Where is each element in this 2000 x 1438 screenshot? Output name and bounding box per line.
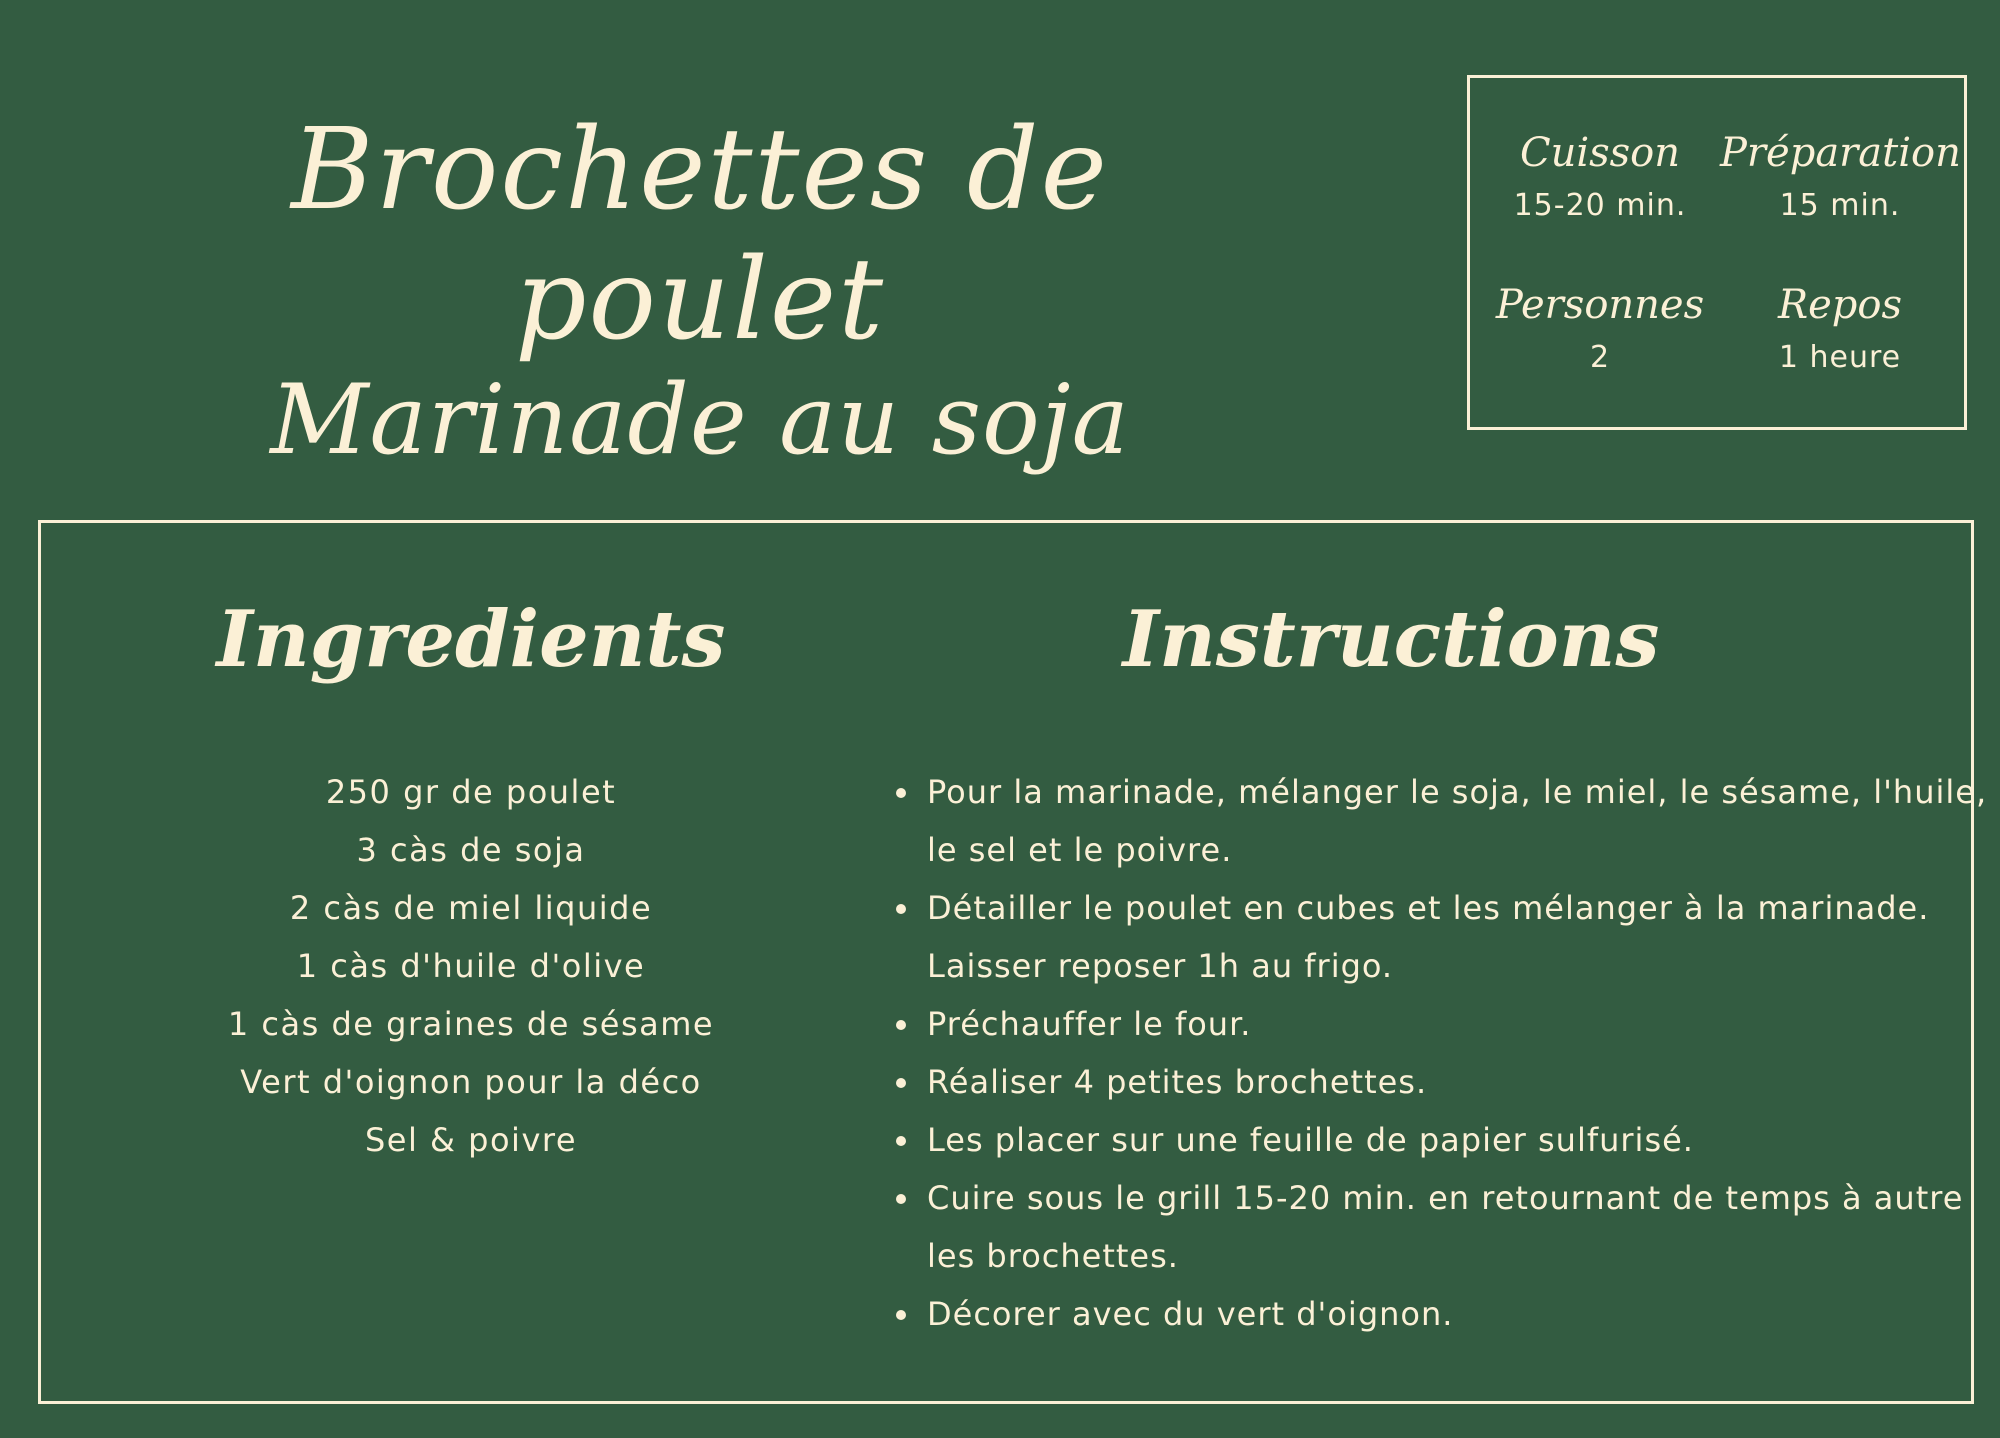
info-cuisson-value: 15-20 min. [1513,188,1687,223]
info-preparation-value: 15 min. [1779,188,1901,223]
instruction-step: • Réaliser 4 petites brochettes. [923,1053,2000,1111]
recipe-title [100,105,1300,475]
recipe-title-main: Brochettes de poulet [291,105,1109,365]
info-cuisson-label: Cuisson [1519,130,1681,176]
ingredient-item: Sel & poivre [364,1121,578,1159]
info-repos-label: Repos [1777,282,1902,328]
instruction-step: • Cuire sous le grill 15-20 min. en retournant de temps à autre les brochettes. [923,1169,2000,1285]
ingredient-item: Vert d'oignon pour la déco [240,1063,702,1101]
ingredients-heading: Ingredients [216,594,726,685]
ingredients-list [121,763,821,1169]
info-repos-value: 1 heure [1778,340,1902,375]
info-cuisson [1480,128,1720,226]
instruction-step: • Détailler le poulet en cubes et les mélanger à la marinade. Laisser reposer 1h au frigo. [923,879,2000,995]
instruction-step: • Les placer sur une feuille de papier sulfurisé. [923,1111,2000,1169]
info-personnes [1480,280,1720,378]
instruction-step: • Décorer avec du vert d'oignon. [923,1285,2000,1343]
ingredient-item: 250 gr de poulet [325,773,617,811]
ingredient-item: 3 càs de soja [356,831,586,869]
ingredient-item: 1 càs d'huile d'olive [296,947,646,985]
info-personnes-value: 2 [1589,340,1611,375]
instructions-list [883,763,2000,1343]
info-repos [1720,280,1960,378]
info-personnes-label: Personnes [1495,282,1705,328]
ingredient-item: 1 càs de graines de sésame [227,1005,715,1043]
instruction-step: • Pour la marinade, mélanger le soja, le miel, le sésame, l'huile, le sel et le poivre. [923,763,2000,879]
recipe-info-box [1467,75,1967,430]
instructions-heading: Instructions [1122,594,1660,685]
recipe-subtitle: Marinade au soja [270,364,1130,476]
recipe-content-box [38,520,1988,1404]
instruction-step: • Préchauffer le four. [923,995,2000,1053]
info-preparation [1720,128,1960,226]
info-preparation-label: Préparation [1720,130,1961,176]
ingredient-item: 2 càs de miel liquide [289,889,653,927]
